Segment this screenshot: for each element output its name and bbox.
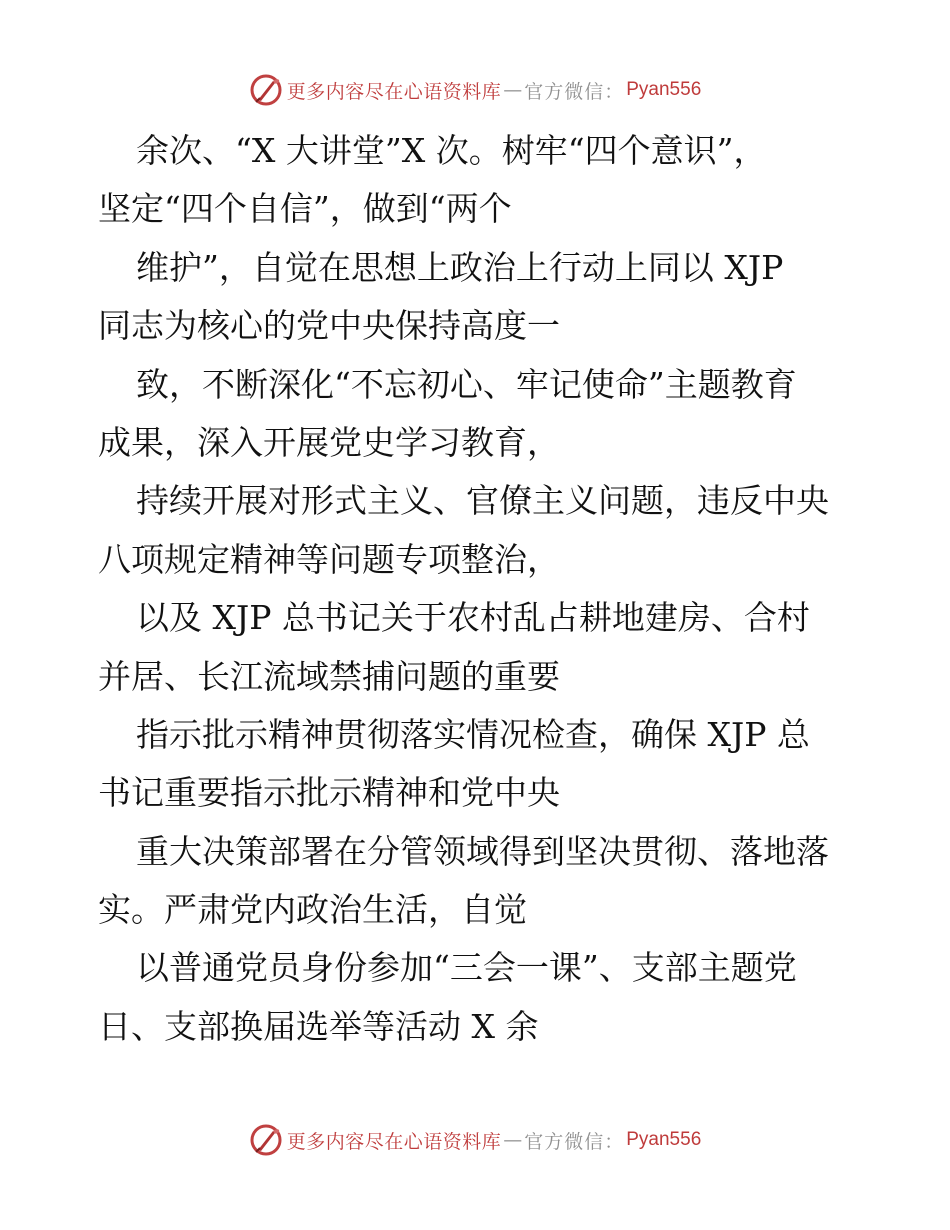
body-line-8: 八项规定精神等问题专项整治， [98,539,560,579]
footer-separator: — [503,1129,523,1151]
body-line-4: 同志为核心的党中央保持高度一 [98,306,560,346]
body-line-10: 并居、长江流域禁捕问题的重要 [98,656,560,696]
footer-brand-text: 更多内容尽在心语资料库 [286,1130,502,1153]
body-line-3: 维护”，自觉在思想上政治上行动上同以 XJP [136,247,784,287]
body-line-5: 致，不断深化“不忘初心、牢记使命”主题教育 [136,364,797,404]
body-line-12: 书记重要指示批示精神和党中央 [98,773,560,813]
body-line-15: 以普通党员身份参加“三会一课”、支部主题党 [136,948,797,988]
body-line-16: 日、支部换届选举等活动 X 余 [98,1006,539,1046]
body-line-9: 以及 XJP 总书记关于农村乱占耕地建房、合村 [136,598,810,638]
body-line-14: 实。严肃党内政治生活，自觉 [98,890,527,930]
body-line-2: 坚定“四个自信”，做到“两个 [98,189,512,229]
body-line-13: 重大决策部署在分管领域得到坚决贯彻、落地落 [136,831,829,871]
document-body [98,122,858,1056]
body-line-7: 持续开展对形式主义、官僚主义问题，违反中央 [136,481,829,521]
quill-pen-circle-icon [249,73,283,107]
body-line-1: 余次、“X 大讲堂”X 次。树牢“四个意识”， [136,131,767,170]
header-brand-text: 更多内容尽在心语资料库 [286,80,502,103]
footer-banner [0,1120,950,1160]
body-line-11: 指示批示精神贯彻落实情况检查，确保 XJP 总 [136,714,810,754]
header-separator: — [503,79,523,101]
header-banner [0,70,950,110]
footer-official-label: 官方微信： [524,1130,625,1153]
quill-pen-circle-icon [249,1123,283,1157]
header-wechat-id: Pyan556 [626,79,702,100]
header-official-label: 官方微信： [524,80,625,103]
body-line-6: 成果，深入开展党史学习教育， [98,422,560,462]
footer-wechat-id: Pyan556 [626,1129,702,1150]
